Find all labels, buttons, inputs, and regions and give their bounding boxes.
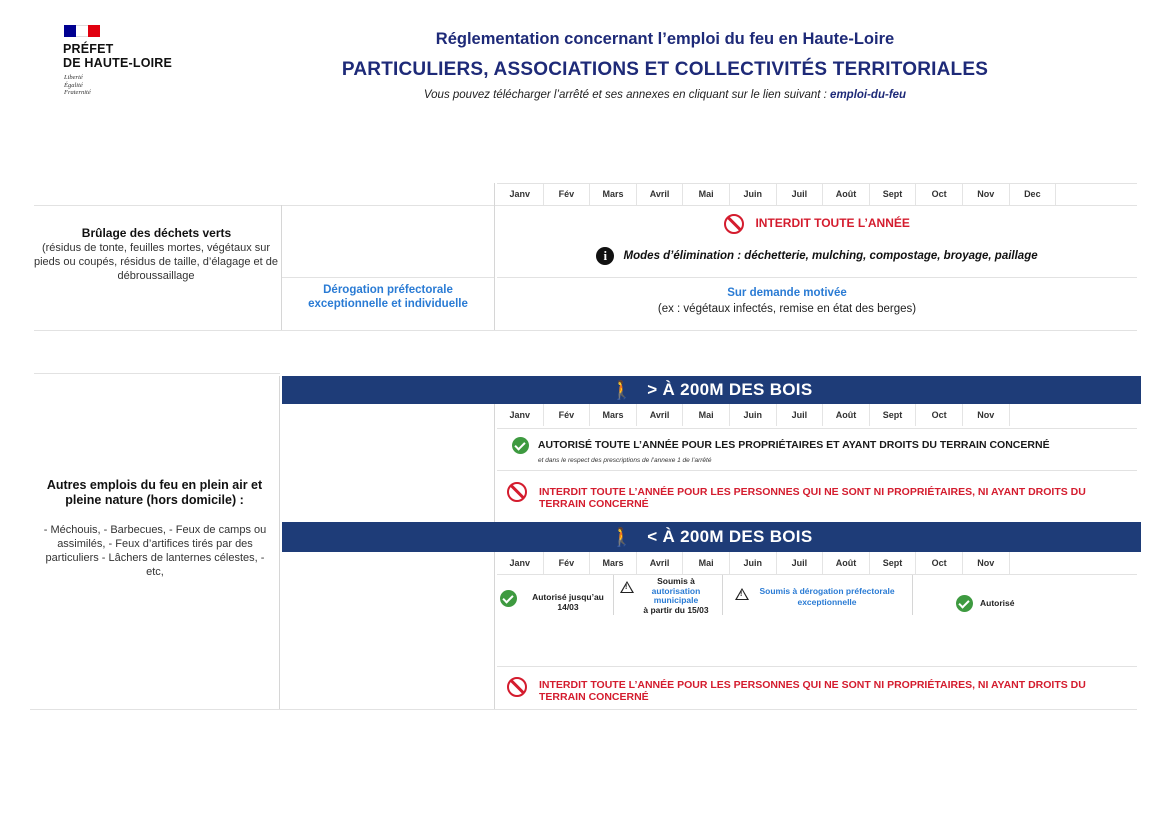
far-forbidden-text: INTERDIT TOUTE L’ANNÉE POUR LES PERSONNES QUI NE SONT NI PROPRIÉTAIRES, NI AYANT DROITS DU TERRAIN CONCERNÉ (539, 486, 1086, 510)
section1-request-example: (ex : végétaux infectés, remise en état des berges) (657, 303, 917, 315)
month-label: Juil (777, 552, 824, 574)
month-label: Fév (544, 552, 591, 574)
republic-motto (64, 74, 91, 97)
section1-derogation: Dérogation préfectorale exceptionnelle et individuelle (308, 284, 468, 310)
far-allowed-row (512, 437, 1132, 454)
month-label: Mars (590, 552, 637, 574)
month-label: Juin (730, 183, 777, 205)
download-link[interactable]: emploi-du-feu (830, 89, 907, 101)
near-period2 (630, 577, 722, 615)
far-allowed-text: AUTORISÉ TOUTE L’ANNÉE POUR LES PROPRIÉTAIRES ET AYANT DROITS DU TERRAIN CONCERNÉ (537, 439, 1050, 452)
section1-info (497, 247, 1137, 265)
band-near-label: < À 200M DES BOIS (647, 527, 813, 546)
prefecture-name (63, 42, 172, 70)
month-label: Août (823, 404, 870, 426)
month-label: Juil (777, 183, 824, 205)
month-header-top (497, 183, 1056, 205)
month-label: Nov (963, 404, 1010, 426)
info-icon: i (596, 247, 614, 265)
month-header-bottom (497, 552, 1010, 574)
near-period2-b: autorisation municipale (651, 585, 701, 605)
motto-fraternite: Fraternité (64, 89, 91, 96)
month-label: Oct (916, 404, 963, 426)
month-label: Janv (497, 183, 544, 205)
band-near-woods (282, 522, 1141, 552)
french-flag-logo (64, 25, 100, 37)
page-title: Réglementation concernant l’emploi du feu en Haute-Loire (435, 30, 895, 48)
month-label: Sept (870, 552, 917, 574)
month-label: Mai (683, 183, 730, 205)
near-period2-c: à partir du 15/03 (643, 604, 709, 615)
section1-forbidden-text: INTERDIT TOUTE L’ANNÉE (755, 216, 910, 231)
month-label: Dec (1010, 183, 1057, 205)
month-label: Oct (916, 183, 963, 205)
forbidden-icon (507, 677, 527, 697)
section1-description: (résidus de tonte, feuilles mortes, végétaux sur pieds ou coupés, résidus de taille, d’élagage et de débroussaillage (33, 242, 278, 282)
section2-title: Autres emplois du feu en plein air et pleine nature (hors domicile) : (46, 478, 263, 507)
check-icon (500, 590, 517, 608)
band-far-label: > À 200M DES BOIS (647, 380, 813, 399)
check-icon (956, 595, 973, 613)
check-icon (512, 437, 529, 454)
month-label: Mai (683, 404, 730, 426)
download-notice (300, 89, 1030, 101)
warning-icon (735, 585, 749, 603)
forbidden-icon (507, 482, 527, 502)
section1-info-text: Modes d’élimination : déchetterie, mulching, compostage, broyage, paillage (623, 250, 1038, 263)
month-label: Fév (544, 183, 591, 205)
pedestrian-icon: 🚶 (610, 526, 634, 547)
near-period2-a: Soumis à (657, 576, 695, 586)
month-label: Mars (590, 183, 637, 205)
month-label: Avril (637, 183, 684, 205)
motto-liberte: Liberté (64, 74, 83, 81)
section2-description: - Méchouis, - Barbecues, - Feux de camps ou assimilés, - Feux d’artifices tirés par des particuliers - Lâchers de lanternes célestes, - etc, (43, 524, 267, 578)
near-period3: Soumis à dérogation préfectorale exceptionnelle (759, 586, 895, 607)
month-label: Nov (963, 552, 1010, 574)
prefecture-name-line2: DE HAUTE-LOIRE (63, 56, 173, 70)
month-label: Janv (497, 404, 544, 426)
month-label: Juin (730, 552, 777, 574)
near-period4: Autorisé (980, 598, 1015, 608)
month-label: Oct (916, 552, 963, 574)
section1-title: Brûlage des déchets verts (81, 226, 232, 240)
month-label: Août (823, 552, 870, 574)
far-allowed-note: et dans le respect des prescriptions de l’annexe 1 de l’arrêté (538, 457, 712, 464)
month-label: Avril (637, 404, 684, 426)
prefecture-name-line1: PRÉFET (63, 42, 114, 56)
section1-forbidden (497, 214, 1137, 234)
month-label: Mai (683, 552, 730, 574)
motto-egalite: Égalité (64, 81, 83, 89)
month-label: Sept (870, 404, 917, 426)
month-label: Mars (590, 404, 637, 426)
near-period1: Autorisé jusqu’au 14/03 (532, 592, 604, 612)
pedestrian-icon: 🚶 (610, 379, 634, 400)
month-label: Fév (544, 404, 591, 426)
band-far-from-woods (282, 376, 1141, 404)
month-label: Nov (963, 183, 1010, 205)
month-header-mid (497, 404, 1010, 426)
month-label: Avril (637, 552, 684, 574)
month-label: Juil (777, 404, 824, 426)
forbidden-icon (724, 214, 744, 234)
month-label: Janv (497, 552, 544, 574)
month-label: Août (823, 183, 870, 205)
month-label: Sept (870, 183, 917, 205)
download-text: Vous pouvez télécharger l’arrêté et ses annexes en cliquant sur le lien suivant : (423, 89, 831, 101)
near-forbidden-text: INTERDIT TOUTE L’ANNÉE POUR LES PERSONNES QUI NE SONT NI PROPRIÉTAIRES, NI AYANT DROITS DU TERRAIN CONCERNÉ (539, 679, 1086, 703)
section1-request: Sur demande motivée (727, 287, 847, 299)
month-label: Juin (730, 404, 777, 426)
page-subtitle: PARTICULIERS, ASSOCIATIONS ET COLLECTIVITÉS TERRITORIALES (341, 59, 989, 80)
